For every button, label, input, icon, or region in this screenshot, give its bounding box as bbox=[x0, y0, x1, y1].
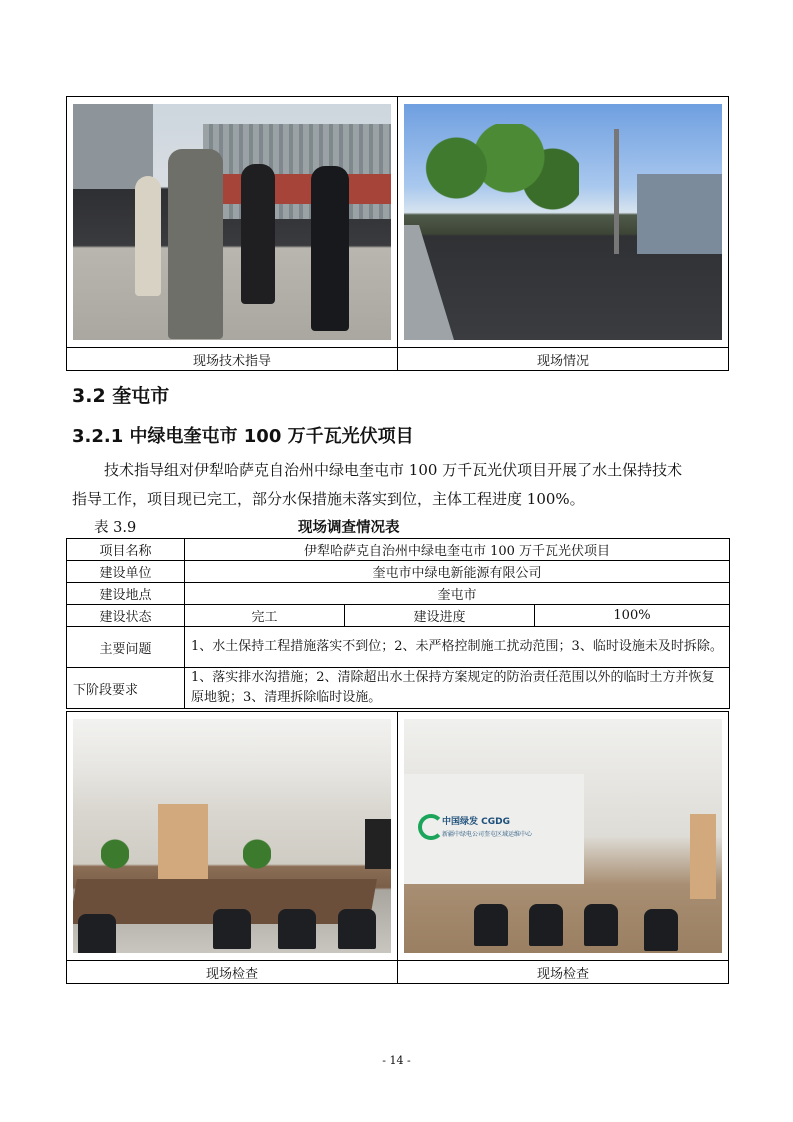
photo-person bbox=[241, 164, 275, 304]
table-number: 表 3.9 bbox=[94, 520, 137, 536]
page-number: - 14 - bbox=[382, 1054, 411, 1067]
photo-person bbox=[168, 149, 223, 339]
row-label: 建设地点 bbox=[67, 583, 185, 605]
row-value: 100% bbox=[535, 605, 730, 627]
table-row bbox=[67, 668, 730, 709]
photo-caption: 现场情况 bbox=[398, 348, 729, 371]
survey-table bbox=[66, 538, 730, 709]
paragraph-line: 指导工作，项目现已完工，部分水保措施未落实到位，主体工程进度 100%。 bbox=[72, 490, 585, 508]
photo-door bbox=[690, 814, 716, 899]
row-value: 1、落实排水沟措施；2、清除超出水土保持方案规定的防治责任范围以外的临时土方并恢复原地貌；3、清理拆除临时设施。 bbox=[185, 668, 730, 709]
photo-chair bbox=[338, 909, 376, 949]
photo-curb bbox=[404, 225, 454, 340]
logo-subtext: 新疆中绿电公司奎屯区域运维中心 bbox=[442, 831, 533, 838]
photo-chair bbox=[529, 904, 563, 946]
photo-chair bbox=[474, 904, 508, 946]
row-label: 项目名称 bbox=[67, 539, 185, 561]
photo-chair bbox=[278, 909, 316, 949]
photo-chair bbox=[584, 904, 618, 946]
photo-truck-load bbox=[203, 124, 391, 219]
cgdg-logo-icon bbox=[418, 814, 444, 840]
photo-technical-guidance bbox=[73, 104, 391, 340]
table-row bbox=[67, 539, 730, 561]
row-value: 1、水土保持工程措施落实不到位；2、未严格控制施工扰动范围；3、临时设施未及时拆除。 bbox=[185, 627, 730, 668]
photo-caption: 现场检查 bbox=[398, 961, 729, 984]
photo-person bbox=[311, 166, 349, 331]
photo-caption: 现场检查 bbox=[67, 961, 398, 984]
photo-chair bbox=[213, 909, 251, 949]
logo-text: 中国绿发 CGDG bbox=[442, 817, 510, 827]
photo-door bbox=[158, 804, 208, 889]
body-paragraph bbox=[72, 456, 732, 514]
photo-plant bbox=[243, 834, 271, 874]
top-photo-table bbox=[66, 96, 729, 371]
photo-house bbox=[637, 174, 722, 254]
photo-utility-pole bbox=[614, 129, 619, 254]
photo-chair bbox=[78, 914, 116, 953]
row-value: 完工 bbox=[185, 605, 345, 627]
table-row bbox=[67, 627, 730, 668]
photo-person bbox=[135, 176, 161, 296]
photo-meeting-room-2 bbox=[404, 719, 722, 953]
photo-cell-guidance bbox=[67, 97, 398, 348]
bottom-photo-table bbox=[66, 711, 729, 984]
photo-cell-site bbox=[398, 97, 729, 348]
photo-cell-inspection-1 bbox=[67, 712, 398, 961]
table-row bbox=[67, 605, 730, 627]
subsection-heading: 3.2.1 中绿电奎屯市 100 万千瓦光伏项目 bbox=[72, 426, 414, 447]
row-value: 奎屯市 bbox=[185, 583, 730, 605]
section-heading: 3.2 奎屯市 bbox=[72, 385, 170, 407]
table-title: 现场调查情况表 bbox=[298, 520, 400, 536]
row-label: 建设单位 bbox=[67, 561, 185, 583]
photo-trees bbox=[404, 124, 579, 234]
row-label: 下阶段要求 bbox=[67, 668, 185, 709]
paragraph-line: 技术指导组对伊犁哈萨克自治州中绿电奎屯市 100 万千瓦光伏项目开展了水土保持技术 bbox=[104, 461, 683, 479]
row-value: 奎屯市中绿电新能源有限公司 bbox=[185, 561, 730, 583]
table-row bbox=[67, 561, 730, 583]
photo-site-road bbox=[404, 104, 722, 340]
photo-caption: 现场技术指导 bbox=[67, 348, 398, 371]
photo-chair bbox=[644, 909, 678, 951]
photo-building bbox=[73, 104, 153, 189]
photo-tv bbox=[365, 819, 391, 869]
photo-meeting-room-1 bbox=[73, 719, 391, 953]
photo-cell-inspection-2 bbox=[398, 712, 729, 961]
row-label: 主要问题 bbox=[67, 627, 185, 668]
row-label: 建设状态 bbox=[67, 605, 185, 627]
row-value: 伊犁哈萨克自治州中绿电奎屯市 100 万千瓦光伏项目 bbox=[185, 539, 730, 561]
table-row bbox=[67, 583, 730, 605]
row-label: 建设进度 bbox=[345, 605, 535, 627]
photo-plant bbox=[101, 834, 129, 874]
